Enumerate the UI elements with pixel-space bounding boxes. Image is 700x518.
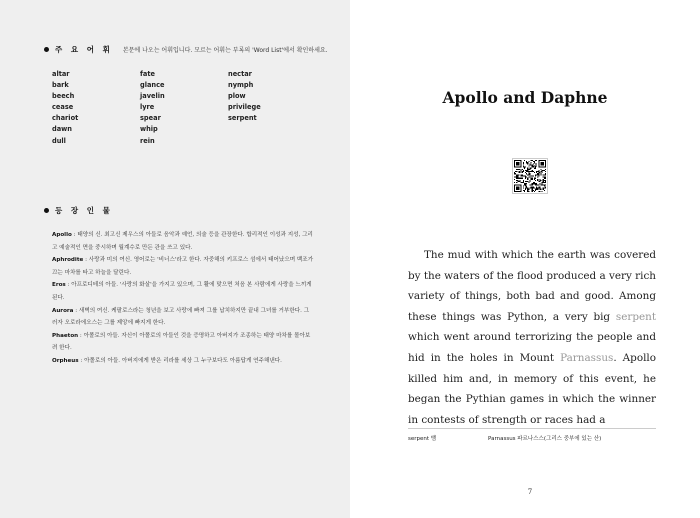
glossed-word-parnassus: Parnassus: [560, 351, 614, 364]
footnote-divider: [408, 428, 656, 429]
vocab-word: [228, 125, 316, 136]
vocab-word: whip: [140, 125, 158, 134]
character-separator: :: [65, 282, 72, 289]
vocab-word: [228, 137, 316, 148]
vocab-word: privilege: [228, 103, 261, 112]
character-entry: [52, 254, 314, 279]
vocab-word: altar: [52, 70, 70, 78]
story-body: [408, 245, 656, 430]
story-text: The mud with which the earth was covered by the waters of the flood produced a very rich variety of things, both bad and good. Among these things was Python, a very big: [408, 249, 656, 323]
vocab-word: dull: [52, 136, 66, 145]
vocab-word: lyre: [140, 103, 155, 112]
page-number: 7: [527, 488, 533, 496]
vocab-list: [52, 70, 316, 148]
character-entry: [52, 229, 314, 254]
character-separator: :: [78, 357, 85, 364]
character-description: 아폴로의 아들. 아버지에게 받은 리라를 세상 그 누구보다도 아름답게 연주해낸다.: [84, 357, 282, 364]
story-text: which went around terrorizing the people and hid in the holes in Mount: [408, 331, 656, 364]
character-separator: :: [71, 232, 78, 238]
character-entry: [52, 305, 314, 330]
qr-code-icon[interactable]: [512, 158, 548, 194]
character-name: Eros: [52, 282, 66, 289]
story-title: Apollo and Daphne: [442, 88, 608, 107]
vocab-word: spear: [140, 114, 161, 123]
vocab-word: nectar: [228, 70, 252, 78]
character-description: 아프로디테의 아들. '사랑의 화살'을 가지고 있으며, 그 활에 맞으면 처음 본 사람에게 사랑을 느끼게 된다.: [52, 282, 312, 301]
vocab-word: beech: [52, 92, 75, 101]
vocab-section-heading: [44, 44, 328, 55]
character-entry: [52, 330, 314, 355]
character-separator: :: [73, 307, 79, 314]
vocab-word: dawn: [52, 125, 72, 134]
vocab-word: javelin: [140, 92, 165, 101]
character-separator: :: [83, 257, 89, 264]
footnote-serpent: serpent 뱀: [408, 436, 437, 442]
vocab-word: bark: [52, 81, 69, 90]
vocab-word: glance: [140, 81, 165, 90]
vocab-word: plow: [228, 92, 246, 101]
character-description: 새벽의 여신. 케팔로스라는 청년을 보고 사랑에 빠져 그를 납치하지만 끝내 그녀를 거부한다. 그러자 오로라에오스는 그를 제앙에 빠지게 한다.: [52, 307, 310, 327]
vocab-note: 본문에 나오는 어휘입니다. 모르는 어휘는 부록의 'Word List'에서 확인하세요.: [122, 47, 328, 54]
character-name: Orpheus: [52, 357, 79, 364]
bullet-icon: [44, 47, 49, 52]
vocab-word: fate: [140, 70, 155, 78]
glossed-word-serpent: serpent: [615, 310, 656, 323]
characters-section-heading: [44, 205, 113, 216]
footnote-parnassus: Parnassus 파르나스스(그리스 중부에 있는 산): [488, 436, 602, 442]
character-description: 태양의 신. 최고신 제우스의 아들로 음악과 예언, 의술 등을 관장한다. 합리적인 이성과 지성, 그리고 예술적인 면을 중시하며 월계수로 만든 관을 쓰고 있다.: [52, 232, 313, 251]
vocab-heading: 주 요 어 휘: [55, 45, 113, 54]
vocab-word: rein: [140, 136, 155, 145]
characters-heading: 등 장 인 물: [55, 206, 113, 215]
character-description: 아폴로의 아들. 자신이 아폴로의 아들인 것을 증명하고 아버지가 조종하는 태양 마차를 몰아보려 한다.: [52, 332, 311, 352]
bullet-icon: [44, 208, 49, 213]
vocab-word: chariot: [52, 114, 79, 123]
character-entry: [52, 355, 314, 368]
story-text: . Apollo killed him and, in memory of this event, he began the Pythian games in which the winner in contests of strength or races had a: [408, 351, 656, 426]
vocab-word: serpent: [228, 114, 257, 123]
characters-list: [52, 229, 314, 368]
character-name: Phaeton: [52, 332, 79, 339]
character-separator: :: [78, 332, 84, 339]
character-name: Aphrodite: [52, 257, 84, 264]
character-entry: [52, 279, 314, 304]
vocab-word: nymph: [228, 81, 254, 90]
character-description: 사랑과 미의 여신. 영어로는 '비너스'라고 한다. 자중해의 키프로스 섬에서 태어났으며 백조가 끄는 마차를 타고 하늘을 달린다.: [52, 257, 314, 276]
vocab-word: cease: [52, 103, 74, 112]
character-name: Aurora: [52, 307, 74, 314]
character-name: Apollo: [52, 232, 72, 238]
